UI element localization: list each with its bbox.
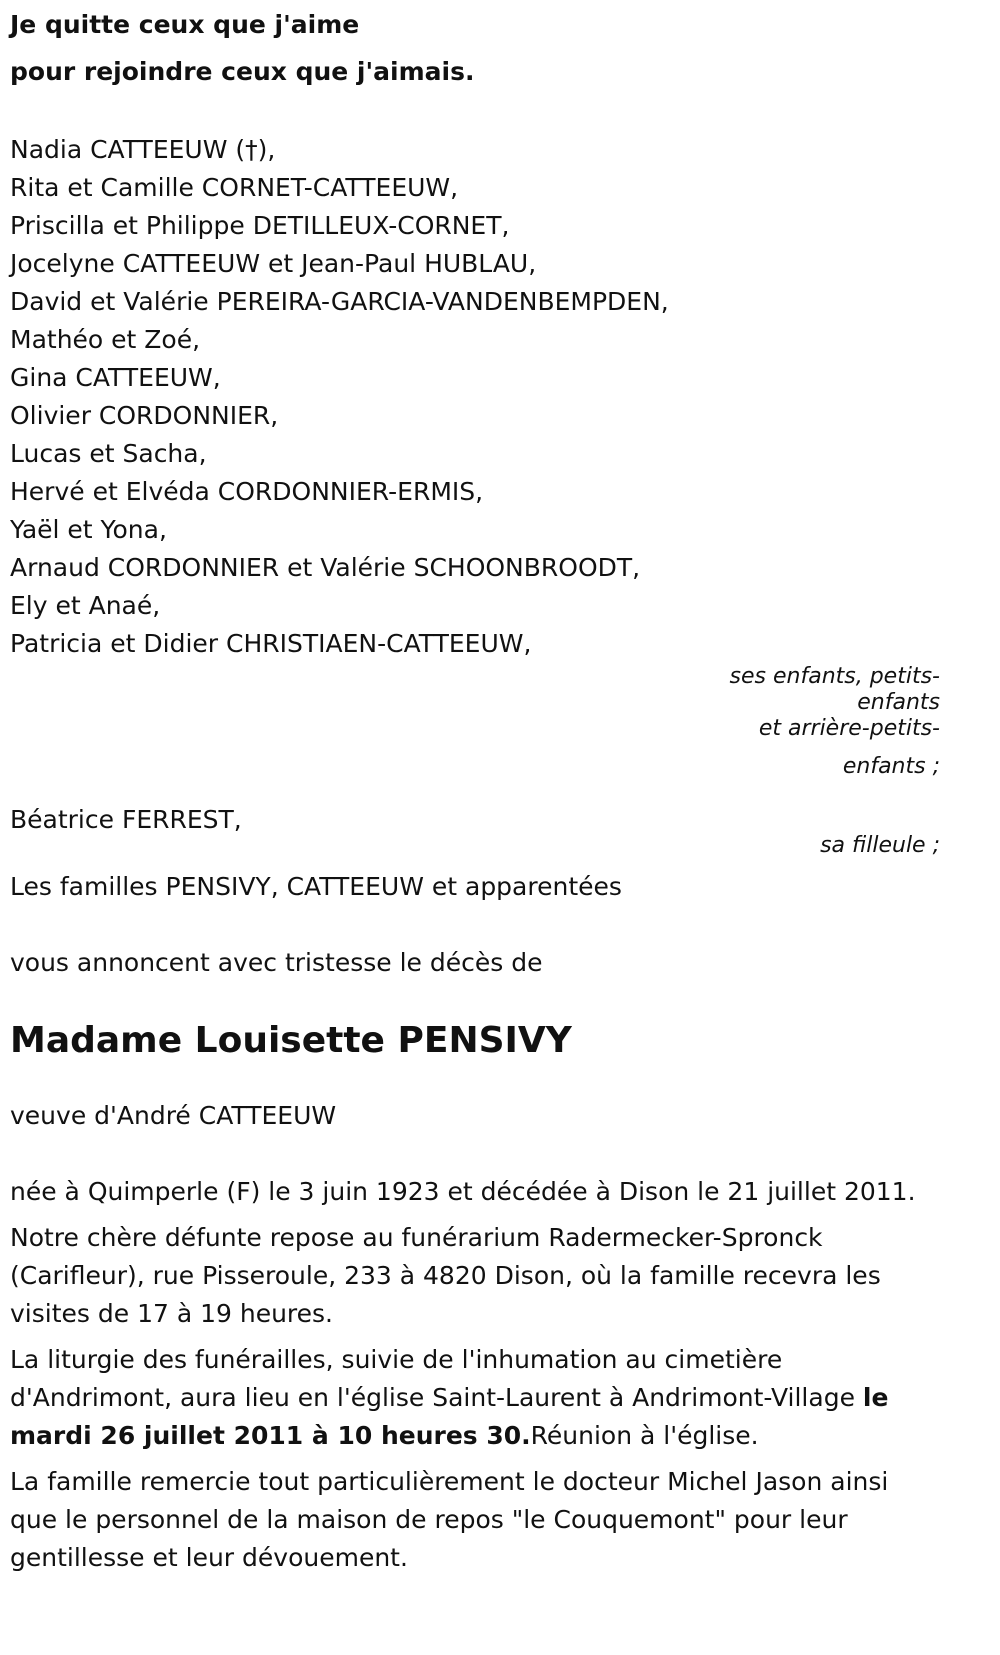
family-name-line: Mathéo et Zoé, [10,325,201,354]
family-name-line: Gina CATTEEUW, [10,363,221,392]
liturgy-date: le mardi 26 juillet 2011 à 10 heures 30. [10,1383,889,1450]
family-name-line: Yaël et Yona, [10,515,167,544]
deceased-name: Madame Louisette PENSIVY [10,1020,572,1061]
role-line: ses enfants, petits- [729,664,940,689]
widow-of-line: veuve d'André CATTEEUW [10,1101,337,1130]
family-name-line: Olivier CORDONNIER, [10,401,279,430]
epigraph-line-2: pour rejoindre ceux que j'aimais. [10,57,475,86]
family-name-line: Ely et Anaé, [10,591,161,620]
family-name-line: Patricia et Didier CHRISTIAEN-CATTEEUW, [10,629,532,658]
family-name-line: Arnaud CORDONNIER et Valérie SCHOONBROODT, [10,553,641,582]
birth-death-paragraph: née à Quimperle (F) le 3 juin 1923 et décédée à Dison le 21 juillet 2011. [10,1177,916,1206]
obituary-notice [10,0,940,1577]
family-name-line: Priscilla et Philippe DETILLEUX-CORNET, [10,211,510,240]
epigraph-line-1: Je quitte ceux que j'aime [10,10,360,39]
family-name-line: Nadia CATTEEUW (†), [10,135,276,164]
families-line: Les familles PENSIVY, CATTEEUW et apparentées [10,872,622,901]
role-line: enfants [857,690,940,715]
liturgy-meeting: Réunion à l'église. [530,1421,759,1450]
role-line: enfants ; [842,754,940,779]
announcement-line: vous annoncent avec tristesse le décès de [10,948,543,977]
family-name-line: Hervé et Elvéda CORDONNIER-ERMIS, [10,477,484,506]
liturgy-paragraph [10,1341,940,1455]
family-name-line: Lucas et Sacha, [10,439,207,468]
liturgy-text: La liturgie des funérailles, suivie de l'inhumation au cimetière d'Andrimont, aura lieu en l'église Saint-Laurent à Andrimont-Village [10,1345,863,1412]
thanks-paragraph: La famille remercie tout particulièrement le docteur Michel Jason ainsi que le personnel de la maison de repos "le Couquemont" pour leur gentillesse et leur dévouement. [10,1467,889,1572]
family-names-list [10,131,940,663]
epigraph [10,0,940,95]
funerarium-paragraph: Notre chère défunte repose au funérarium Radermecker-Spronck (Carifleur), rue Pisseroule, 233 à 4820 Dison, où la famille recevra les visites de 17 à 19 heures. [10,1223,881,1328]
goddaughter-role-label: sa filleule ; [820,833,940,858]
family-name-line: Jocelyne CATTEEUW et Jean-Paul HUBLAU, [10,249,537,278]
family-name-line: Rita et Camille CORNET-CATTEEUW, [10,173,459,202]
role-line: et arrière-petits- [758,716,940,741]
goddaughter-name: Béatrice FERREST, [10,805,242,834]
children-role-label [10,662,940,782]
family-name-line: David et Valérie PEREIRA-GARCIA-VANDENBEMPDEN, [10,287,669,316]
